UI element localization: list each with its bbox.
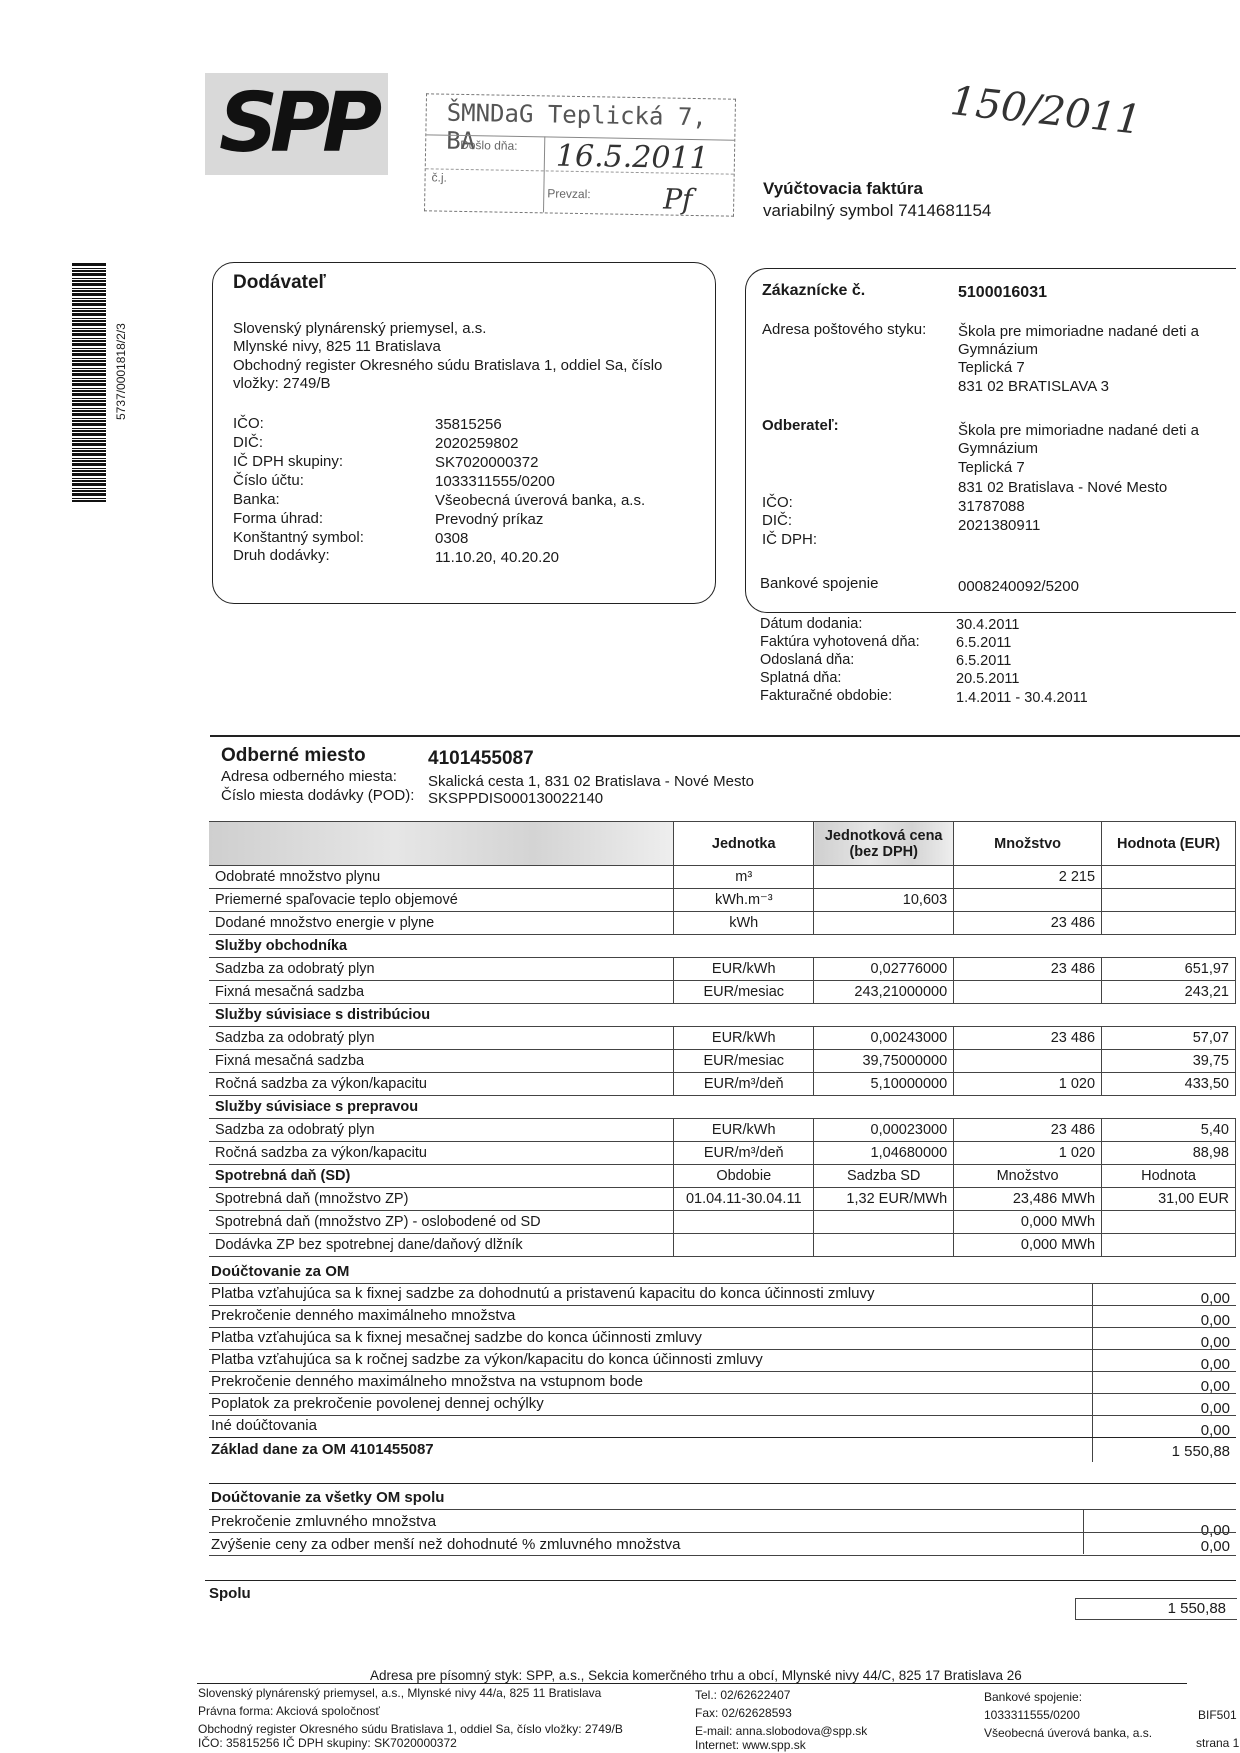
buyer-line-2: Gymnázium (958, 440, 1039, 457)
row-quantity (954, 889, 1102, 912)
row-value: Hodnota (1102, 1165, 1236, 1188)
postal-address-label: Adresa poštového styku: (762, 321, 927, 338)
customer-dic: 2021380911 (958, 517, 1041, 534)
date-issued: 6.5.2011 (956, 635, 1012, 651)
buyer-line-4: 831 02 Bratislava - Nové Mesto (958, 479, 1168, 496)
settlement-label: Platba vzťahujúca sa k fixnej sadzbe za dohodnutú a pristavenú kapacitu do konca účinnosti zmluvy (211, 1285, 875, 1302)
table-section-row (209, 1004, 1236, 1027)
settlement-value: 0,00 (1200, 1312, 1230, 1329)
supplier-delivery-label: Druh dodávky: (233, 547, 330, 564)
supplier-dic-label: DIČ: (233, 434, 263, 451)
row-unit (674, 1234, 814, 1257)
row-quantity: 23 486 (954, 958, 1102, 981)
row-price: 1,04680000 (814, 1142, 954, 1165)
footer-tel: Tel.: 02/62622407 (695, 1688, 791, 1702)
footer-bank-name: Všeobecná úverová banka, a.s. (984, 1726, 1153, 1740)
settlement-value: 0,00 (1200, 1422, 1230, 1439)
row-quantity: 23 486 (954, 1119, 1102, 1142)
table-row (209, 1234, 1236, 1257)
table-row (209, 1027, 1236, 1050)
supplier-account-label: Číslo účtu: (233, 472, 304, 489)
row-label: Dodané množstvo energie v plyne (209, 912, 674, 935)
row-value (1102, 912, 1236, 935)
supplier-account: 1033311555/0200 (435, 473, 555, 490)
row-price: 0,00023000 (814, 1119, 954, 1142)
row-unit: Obdobie (674, 1165, 814, 1188)
footer-bank (984, 1690, 1152, 1740)
row-label: Spotrebná daň (množstvo ZP) (209, 1188, 674, 1211)
om-address: Skalická cesta 1, 831 02 Bratislava - Nové Mesto (428, 773, 754, 790)
settlement-row (209, 1415, 1236, 1437)
row-unit: 01.04.11-30.04.11 (674, 1188, 814, 1211)
header-unit-price: Jednotková cena (bez DPH) (814, 822, 954, 866)
barcode (72, 262, 106, 502)
row-unit: EUR/kWh (674, 1119, 814, 1142)
table-row (209, 1050, 1236, 1073)
postal-line-2: Gymnázium (958, 341, 1039, 358)
header-unit: Jednotka (674, 822, 814, 866)
row-price (814, 1211, 954, 1234)
supplier-line-1: Slovenský plynárenský priemysel, a.s. (233, 320, 487, 337)
customer-bank: 0008240092/5200 (958, 578, 1079, 595)
settlement-label: Platba vzťahujúca sa k ročnej sadzbe za výkon/kapacitu do konca účinnosti zmluvy (211, 1351, 763, 1368)
row-price: 39,75000000 (814, 1050, 954, 1073)
settlement-row (209, 1393, 1236, 1415)
section-title: Služby súvisiace s prepravou (209, 1096, 1236, 1119)
row-label: Spotrebná daň (SD) (209, 1165, 674, 1188)
all-om-label: Prekročenie zmluvného množstva (211, 1513, 437, 1530)
om-pod: SKSPPDIS000130022140 (428, 790, 604, 807)
header-value: Hodnota (EUR) (1102, 822, 1236, 866)
row-unit: EUR/mesiac (674, 1050, 814, 1073)
handwritten-number: 150/2011 (948, 78, 1144, 144)
variable-symbol: variabilný symbol 7414681154 (763, 201, 992, 220)
row-label: Ročná sadzba za výkon/kapacitu (209, 1142, 674, 1165)
settlement-value: 0,00 (1200, 1334, 1230, 1351)
date-issued-label: Faktúra vyhotovená dňa: (760, 634, 920, 650)
row-value: 433,50 (1102, 1073, 1236, 1096)
table-row (209, 1188, 1236, 1211)
postal-line-3: Teplická 7 (958, 359, 1025, 376)
settlement-label: Iné doúčtovania (211, 1417, 317, 1434)
stamp-cj-label: č.j. (431, 170, 448, 185)
all-om-row (209, 1532, 1236, 1556)
date-sent-label: Odoslaná dňa: (760, 652, 855, 668)
row-unit: EUR/mesiac (674, 981, 814, 1004)
all-om-label: Zvýšenie ceny za odber menší než dohodnuté % zmluvného množstva (211, 1536, 681, 1553)
section-title: Služby súvisiace s distribúciou (209, 1004, 1236, 1027)
customer-bank-label: Bankové spojenie (760, 575, 879, 592)
tax-base-row (209, 1437, 1236, 1462)
tax-base-label: Základ dane za OM 4101455087 (211, 1441, 434, 1458)
header-quantity: Množstvo (954, 822, 1102, 866)
supplier-icdph-label: IČ DPH skupiny: (233, 453, 344, 470)
consumption-table (209, 821, 1236, 1257)
stamp-taken-label: Prevzal: (547, 186, 591, 202)
footer-company-line: Obchodný register Okresného súdu Bratislava 1, oddiel Sa, číslo vložky: 2749/B (198, 1722, 623, 1736)
supplier-constsym-label: Konštantný symbol: (233, 529, 364, 546)
row-price (814, 866, 954, 889)
settlement-value: 0,00 (1200, 1378, 1230, 1395)
total-value: 1 550,88 (1167, 1600, 1226, 1617)
footer-code: BIF501 (1198, 1708, 1237, 1722)
invoice-title: Vyúčtovacia faktúra (763, 179, 923, 198)
supplier-icdph: SK7020000372 (435, 454, 539, 471)
om-title: Odberné miesto (221, 745, 366, 766)
settlement-value: 0,00 (1200, 1290, 1230, 1307)
row-value (1102, 1211, 1236, 1234)
supplier-line-3: Obchodný register Okresného súdu Bratislava 1, oddiel Sa, číslo (233, 357, 663, 374)
received-stamp (424, 93, 736, 216)
all-om-value: 0,00 (1200, 1538, 1230, 1555)
supplier-payment: Prevodný príkaz (435, 511, 544, 528)
row-label: Sadzba za odobratý plyn (209, 958, 674, 981)
row-value: 39,75 (1102, 1050, 1236, 1073)
tax-base-value: 1 550,88 (1171, 1443, 1230, 1460)
supplier-delivery: 11.10.20, 40.20.20 (435, 549, 559, 566)
row-unit (674, 1211, 814, 1234)
supplier-ico-label: IČO: (233, 415, 264, 432)
buyer-line-3: Teplická 7 (958, 459, 1025, 476)
supplier-bank: Všeobecná úverová banka, a.s. (435, 492, 646, 509)
table-subheader-row (209, 1165, 1236, 1188)
total-row (205, 1580, 1236, 1618)
table-row (209, 1142, 1236, 1165)
footer-divider (197, 1683, 1187, 1684)
row-price: Sadzba SD (814, 1165, 954, 1188)
row-unit: EUR/m³/deň (674, 1073, 814, 1096)
supplier-line-4: vložky: 2749/B (233, 375, 331, 392)
row-price: 1,32 EUR/MWh (814, 1188, 954, 1211)
supplier-dic: 2020259802 (435, 435, 519, 452)
all-om-row (209, 1509, 1236, 1539)
row-unit: EUR/m³/deň (674, 1142, 814, 1165)
settlement-section (209, 1261, 1236, 1462)
customer-icdph-label: IČ DPH: (762, 531, 818, 548)
row-unit: EUR/kWh (674, 1027, 814, 1050)
row-unit: kWh (674, 912, 814, 935)
settlement-label: Prekročenie denného maximálneho množstva (211, 1307, 516, 1324)
row-price: 0,02776000 (814, 958, 954, 981)
customer-ico-label: IČO: (762, 494, 793, 511)
om-number: 4101455087 (428, 748, 534, 769)
settlement-label: Platba vzťahujúca sa k fixnej mesačnej sadzbe do konca účinnosti zmluvy (211, 1329, 702, 1346)
row-label: Ročná sadzba za výkon/kapacitu (209, 1073, 674, 1096)
row-label: Fixná mesačná sadzba (209, 981, 674, 1004)
all-om-divider (209, 1483, 1236, 1484)
row-quantity: Množstvo (954, 1165, 1102, 1188)
customer-number-label: Zákaznícke č. (762, 282, 866, 299)
row-unit: EUR/kWh (674, 958, 814, 981)
date-due: 20.5.2011 (956, 671, 1020, 687)
footer-address: Adresa pre písomný styk: SPP, a.s., Sekcia komerčného trhu a obcí, Mlynské nivy 44/C, 825 17 Bratislava 26 (370, 1668, 1022, 1683)
row-label: Sadzba za odobratý plyn (209, 1119, 674, 1142)
row-value: 57,07 (1102, 1027, 1236, 1050)
all-om-section (209, 1487, 1236, 1556)
row-value (1102, 866, 1236, 889)
row-value (1102, 1234, 1236, 1257)
table-header-blank (209, 822, 674, 866)
footer-fax: Fax: 02/62628593 (695, 1706, 792, 1720)
table-row (209, 1211, 1236, 1234)
row-quantity: 23,486 MWh (954, 1188, 1102, 1211)
row-quantity: 1 020 (954, 1142, 1102, 1165)
row-value: 88,98 (1102, 1142, 1236, 1165)
settlement-value: 0,00 (1200, 1356, 1230, 1373)
footer-web: Internet: www.spp.sk (695, 1738, 806, 1752)
row-quantity: 0,000 MWh (954, 1234, 1102, 1257)
settlement-label: Prekročenie denného maximálneho množstva na vstupnom bode (211, 1373, 643, 1390)
date-delivery: 30.4.2011 (956, 617, 1020, 633)
settlement-row (209, 1349, 1236, 1371)
all-om-value: 0,00 (1200, 1522, 1230, 1539)
row-label: Dodávka ZP bez spotrebnej dane/daňový dlžník (209, 1234, 674, 1257)
footer-company-line: Právna forma: Akciová spoločnosť (198, 1704, 380, 1718)
footer-bank-label: Bankové spojenie: (984, 1690, 1083, 1704)
settlement-title: Doúčtovanie za OM (211, 1263, 350, 1280)
footer-company (198, 1686, 623, 1750)
row-quantity: 23 486 (954, 1027, 1102, 1050)
settlement-label: Poplatok za prekročenie povolenej dennej ochýlky (211, 1395, 544, 1412)
row-quantity: 0,000 MWh (954, 1211, 1102, 1234)
supplier-bank-label: Banka: (233, 491, 280, 508)
row-price (814, 912, 954, 935)
postal-line-4: 831 02 BRATISLAVA 3 (958, 378, 1109, 395)
row-quantity: 2 215 (954, 866, 1102, 889)
date-due-label: Splatná dňa: (760, 670, 842, 686)
page-number: strana 1 (1196, 1736, 1240, 1750)
table-row (209, 912, 1236, 935)
row-label: Priemerné spaľovacie teplo objemové (209, 889, 674, 912)
settlement-row (209, 1305, 1236, 1327)
supplier-payment-label: Forma úhrad: (233, 510, 324, 527)
supplier-heading: Dodávateľ (233, 272, 326, 293)
buyer-line-1: Škola pre mimoriadne nadané deti a (958, 422, 1199, 439)
spp-logo (205, 73, 388, 175)
settlement-row (209, 1283, 1236, 1305)
row-price: 243,21000000 (814, 981, 954, 1004)
supplier-ico: 35815256 (435, 416, 502, 433)
table-row (209, 866, 1236, 889)
row-unit: kWh.m⁻³ (674, 889, 814, 912)
row-label: Odobraté množstvo plynu (209, 866, 674, 889)
billing-period-label: Fakturačné obdobie: (760, 688, 893, 704)
section-title: Služby obchodníka (209, 935, 1236, 958)
date-sent: 6.5.2011 (956, 653, 1012, 669)
buyer-label: Odberateľ: (762, 417, 839, 434)
stamp-received-label: Došlo dňa: (460, 137, 518, 153)
supplier-box (212, 262, 716, 604)
footer-bank-account: 1033311555/0200 (984, 1708, 1080, 1722)
billing-period: 1.4.2011 - 30.4.2011 (956, 690, 1088, 706)
table-row (209, 1073, 1236, 1096)
table-row (209, 958, 1236, 981)
customer-number: 5100016031 (958, 284, 1047, 301)
settlement-row (209, 1327, 1236, 1349)
row-quantity: 1 020 (954, 1073, 1102, 1096)
table-section-row (209, 1096, 1236, 1119)
row-price (814, 1234, 954, 1257)
date-delivery-label: Dátum dodania: (760, 616, 863, 632)
row-quantity: 23 486 (954, 912, 1102, 935)
settlement-value: 0,00 (1200, 1400, 1230, 1417)
om-address-label: Adresa odberného miesta: (221, 768, 397, 785)
row-label: Spotrebná daň (množstvo ZP) - oslobodené od SD (209, 1211, 674, 1234)
row-value: 243,21 (1102, 981, 1236, 1004)
stamp-hand-date: 16.5.2011 (555, 138, 709, 177)
row-quantity (954, 981, 1102, 1004)
table-row (209, 889, 1236, 912)
row-quantity (954, 1050, 1102, 1073)
postal-line-1: Škola pre mimoriadne nadané deti a (958, 323, 1199, 340)
customer-ico: 31787088 (958, 498, 1025, 515)
table-row (209, 981, 1236, 1004)
footer-company-line: IČO: 35815256 IČ DPH skupiny: SK7020000372 (198, 1736, 457, 1750)
footer-company-line: Slovenský plynárenský priemysel, a.s., Mlynské nivy 44/a, 825 11 Bratislava (198, 1686, 602, 1700)
divider (210, 735, 1240, 737)
customer-box (745, 268, 1236, 613)
row-value (1102, 889, 1236, 912)
customer-dic-label: DIČ: (762, 512, 792, 529)
row-price: 5,10000000 (814, 1073, 954, 1096)
stamp-hand-initial: Pf (662, 182, 693, 216)
settlement-row (209, 1371, 1236, 1393)
supplier-constsym: 0308 (435, 530, 469, 547)
table-section-row (209, 935, 1236, 958)
row-value: 5,40 (1102, 1119, 1236, 1142)
row-value: 31,00 EUR (1102, 1188, 1236, 1211)
row-price: 0,00243000 (814, 1027, 954, 1050)
row-unit: m³ (674, 866, 814, 889)
supplier-line-2: Mlynské nivy, 825 11 Bratislava (233, 338, 441, 355)
footer-email: E-mail: anna.slobodova@spp.sk (695, 1724, 868, 1738)
total-label: Spolu (209, 1585, 251, 1602)
om-pod-label: Číslo miesta dodávky (POD): (221, 787, 415, 804)
all-om-title: Doúčtovanie za všetky OM spolu (211, 1489, 445, 1506)
logo-text: SPP (219, 76, 375, 171)
row-price: 10,603 (814, 889, 954, 912)
row-label: Fixná mesačná sadzba (209, 1050, 674, 1073)
barcode-number: 5737/0001818/2/3 (114, 323, 128, 420)
table-row (209, 1119, 1236, 1142)
row-label: Sadzba za odobratý plyn (209, 1027, 674, 1050)
footer-contact (695, 1688, 867, 1752)
stamp-org: ŠMNDaG Teplická 7, BA (445, 98, 708, 156)
row-value: 651,97 (1102, 958, 1236, 981)
